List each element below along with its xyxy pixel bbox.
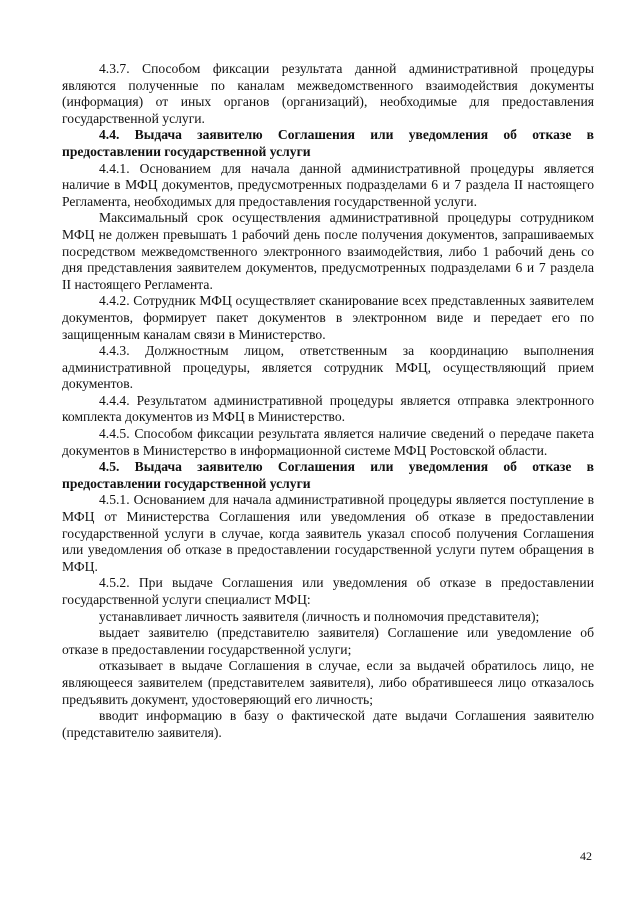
paragraph-4-3-7: 4.3.7. Способом фиксации результата данной административной процедуры являются полученные по каналам межведомственного взаимодействия документы (информация) от иных органов (организаций), необходимые для предоставления государственной услуги. (62, 61, 594, 126)
list-item-issue: выдает заявителю (представителю заявителя) Соглашение или уведомление об отказе в предоставлении государственной услуги; (62, 625, 594, 657)
paragraph-4-4-3: 4.4.3. Должностным лицом, ответственным за координацию выполнения административной процедуры, является сотрудник МФЦ, осуществляющий прием документов. (62, 343, 594, 392)
paragraph-4-4-4: 4.4.4. Результатом административной процедуры является отправка электронного комплекта документов из МФЦ в Министерство. (62, 392, 594, 425)
page-number: 42 (580, 849, 592, 863)
paragraph-4-5-2: 4.5.2. При выдаче Соглашения или уведомления об отказе в предоставлении государственной услуги специалист МФЦ: (62, 575, 594, 607)
paragraph-max-term: Максимальный срок осуществления административной процедуры сотрудником МФЦ не должен превышать 1 рабочий день после получения документов, запрашиваемых посредством межведомственного электронного взаимодействия, либо 1 рабочий день со дня представления заявителем документов, предусмотренных подразделами 6 и 7 раздела II настоящего Регламента. (62, 210, 594, 292)
paragraph-4-4-2: 4.4.2. Сотрудник МФЦ осуществляет сканирование всех представленных заявителем документов, формирует пакет документов в электронном виде и передает его по защищенным каналам связи в Министерство. (62, 293, 594, 342)
paragraph-4-4-1: 4.4.1. Основанием для начала данной административной процедуры является наличие в МФЦ документов, предусмотренных подразделами 6 и 7 раздела II настоящего Регламента, необходимых для предоставления государственной услуги. (62, 160, 594, 209)
paragraph-4-4-5: 4.4.5. Способом фиксации результата является наличие сведений о передаче пакета документов в Министерство в информационной системе МФЦ Ростовской области. (62, 426, 594, 458)
section-heading-4-4: 4.4. Выдача заявителю Соглашения или уведомления об отказе в предоставлении государственной услуги (62, 127, 594, 159)
list-item-identify: устанавливает личность заявителя (личность и полномочия представителя); (99, 608, 540, 624)
paragraph-4-5-1: 4.5.1. Основанием для начала административной процедуры является поступление в МФЦ от Министерства Соглашения или уведомления об отказе в предоставлении государственной услуги в случае, когда заявитель указал способ получения Соглашения или уведомления об отказе в предоставлении государственной услуги путем обращения в МФЦ. (62, 492, 594, 574)
section-heading-4-5: 4.5. Выдача заявителю Соглашения или уведомления об отказе в предоставлении государственной услуги (62, 459, 594, 491)
list-item-record-date: вводит информацию в базу о фактической дате выдачи Соглашения заявителю (представителю заявителя). (62, 708, 594, 740)
document-body (62, 61, 594, 741)
list-item-refuse: отказывает в выдаче Соглашения в случае, если за выдачей обратилось лицо, не являющееся заявителем (представителем заявителя), либо обратившееся лицо отказалось предъявить документ, удостоверяющий его личность; (62, 658, 594, 707)
